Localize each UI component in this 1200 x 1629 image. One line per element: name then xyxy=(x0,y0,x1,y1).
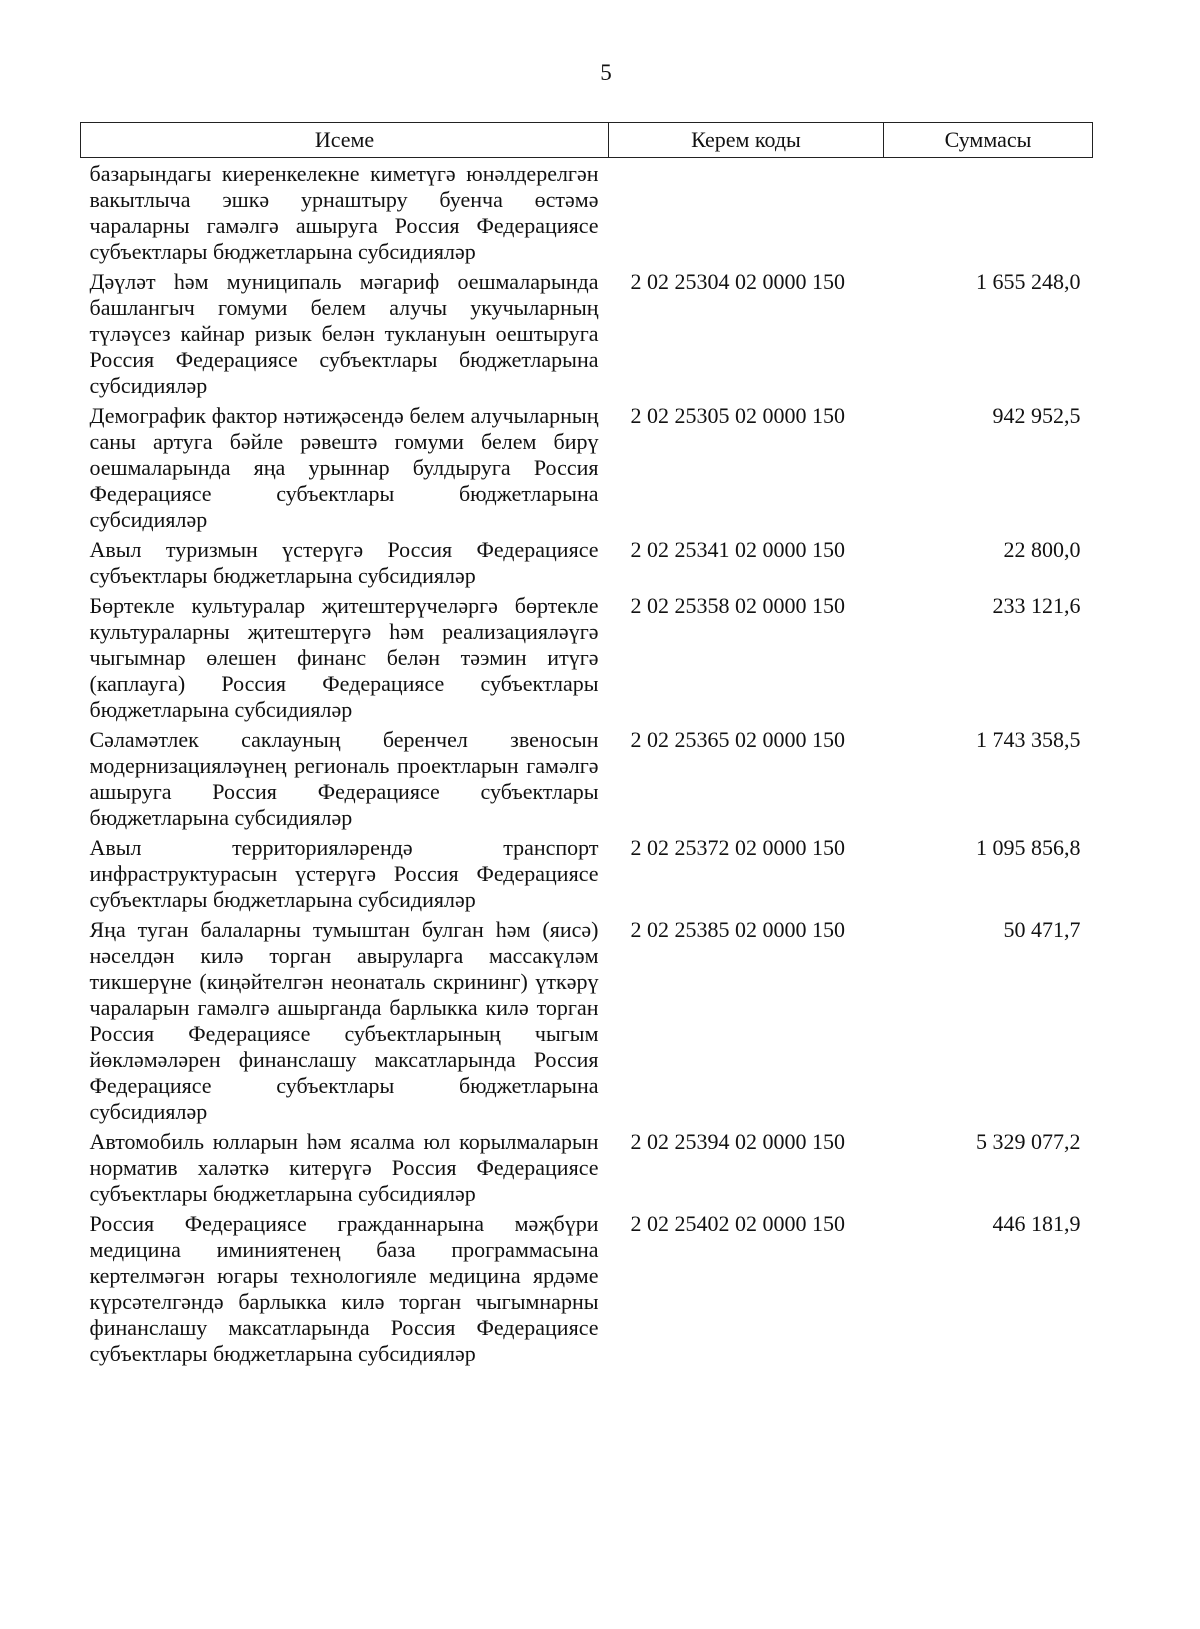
row-sum: 1 743 358,5 xyxy=(976,727,1081,752)
table-row xyxy=(81,917,1093,1129)
row-sum: 22 800,0 xyxy=(1003,537,1081,562)
row-name: Авыл территорияләрендә транспорт инфраструктурасын үстерүгә Россия Федерациясе субъектлары бюджетларына субсидияләр xyxy=(89,835,599,912)
row-code: 2 02 25372 02 0000 150 xyxy=(630,835,845,860)
row-sum: 1 655 248,0 xyxy=(976,269,1081,294)
header-name: Исеме xyxy=(81,123,609,158)
row-sum: 446 181,9 xyxy=(992,1211,1081,1236)
table-row xyxy=(81,158,1093,270)
table-row xyxy=(81,269,1093,403)
row-sum: 233 121,6 xyxy=(992,593,1081,618)
row-code xyxy=(609,158,884,270)
row-sum: 50 471,7 xyxy=(1003,917,1081,942)
row-code: 2 02 25402 02 0000 150 xyxy=(630,1211,845,1236)
table-row xyxy=(81,537,1093,593)
page-number: 5 xyxy=(600,60,612,85)
table-header-row xyxy=(81,123,1093,158)
row-name: Сәламәтлек саклауның беренчел звеносын модернизацияләүнең региональ проектларын гамәлгә ашыруга Россия Федерациясе субъектлары бюджетларына субсидияләр xyxy=(89,727,599,830)
row-code: 2 02 25305 02 0000 150 xyxy=(630,403,845,428)
table-row xyxy=(81,727,1093,835)
row-code: 2 02 25385 02 0000 150 xyxy=(630,917,845,942)
header-code: Керем коды xyxy=(609,123,884,158)
row-code: 2 02 25341 02 0000 150 xyxy=(630,537,845,562)
table-row xyxy=(81,1129,1093,1211)
row-name: Яңа туган балаларны тумыштан булган һәм (яисә) нәселдән килә торган авыруларга массакүләм тикшерүне (киңәйтелгән неонаталь скрининг) үткәрү чараларын гамәлгә ашырганда барлыкка килә торган Россия Федерациясе субъектларының чыгым йөкләмәләрен финанслашу максатларында Россия Федерациясе субъектлары бюджетларына субсидияләр xyxy=(89,917,599,1124)
row-sum xyxy=(884,158,1093,270)
table-row xyxy=(81,1211,1093,1371)
row-name: Авыл туризмын үстерүгә Россия Федерациясе субъектлары бюджетларына субсидияләр xyxy=(89,537,599,588)
row-name: Бөртекле культуралар җитештерүчеләргә бөртекле культураларны җитештерүгә һәм реализацияләүгә чыгымнар өлешен финанс белән тәэмин итүгә (каплауга) Россия Федерациясе субъектлары бюджетларына субсидияләр xyxy=(89,593,599,722)
row-code: 2 02 25365 02 0000 150 xyxy=(630,727,845,752)
table-row xyxy=(81,593,1093,727)
row-name: Россия Федерациясе гражданнарына мәҗбүри медицина иминиятенең база программасына кертелмәгән югары технологияле медицина ярдәме күрсәтелгәндә барлыкка килә торган чыгымнарны финанслашу максатларында Россия Федерациясе субъектлары бюджетларына субсидияләр xyxy=(89,1211,599,1366)
row-sum: 5 329 077,2 xyxy=(976,1129,1081,1154)
row-sum: 1 095 856,8 xyxy=(976,835,1081,860)
row-code: 2 02 25358 02 0000 150 xyxy=(630,593,845,618)
table-row xyxy=(81,403,1093,537)
header-sum: Суммасы xyxy=(884,123,1093,158)
budget-table xyxy=(80,122,1093,1371)
row-code: 2 02 25394 02 0000 150 xyxy=(630,1129,845,1154)
row-name: Демографик фактор нәтиҗәсендә белем алучыларның саны артуга бәйле рәвештә гомуми белем бирү оешмаларында яңа урыннар булдыруга Россия Федерациясе субъектлары бюджетларына субсидияләр xyxy=(89,403,599,532)
row-name: Дәүләт һәм муниципаль мәгариф оешмаларында башлангыч гомуми белем алучы укучыларның түләүсез кайнар ризык белән туклануын оештыруга Россия Федерациясе субъектлары бюджетларына субсидияләр xyxy=(89,269,599,398)
row-name: Автомобиль юлларын һәм ясалма юл корылмаларын норматив халәткә китерүгә Россия Федерациясе субъектлары бюджетларына субсидияләр xyxy=(89,1129,599,1206)
row-sum: 942 952,5 xyxy=(992,403,1081,428)
row-name: базарындагы киеренкелекне киметүгә юнәлдерелгән вакытлыча эшкә урнаштыру буенча өстәмә чараларны гамәлгә ашыруга Россия Федерациясе субъектлары бюджетларына субсидияләр xyxy=(89,161,599,264)
row-code: 2 02 25304 02 0000 150 xyxy=(630,269,845,294)
table-row xyxy=(81,835,1093,917)
